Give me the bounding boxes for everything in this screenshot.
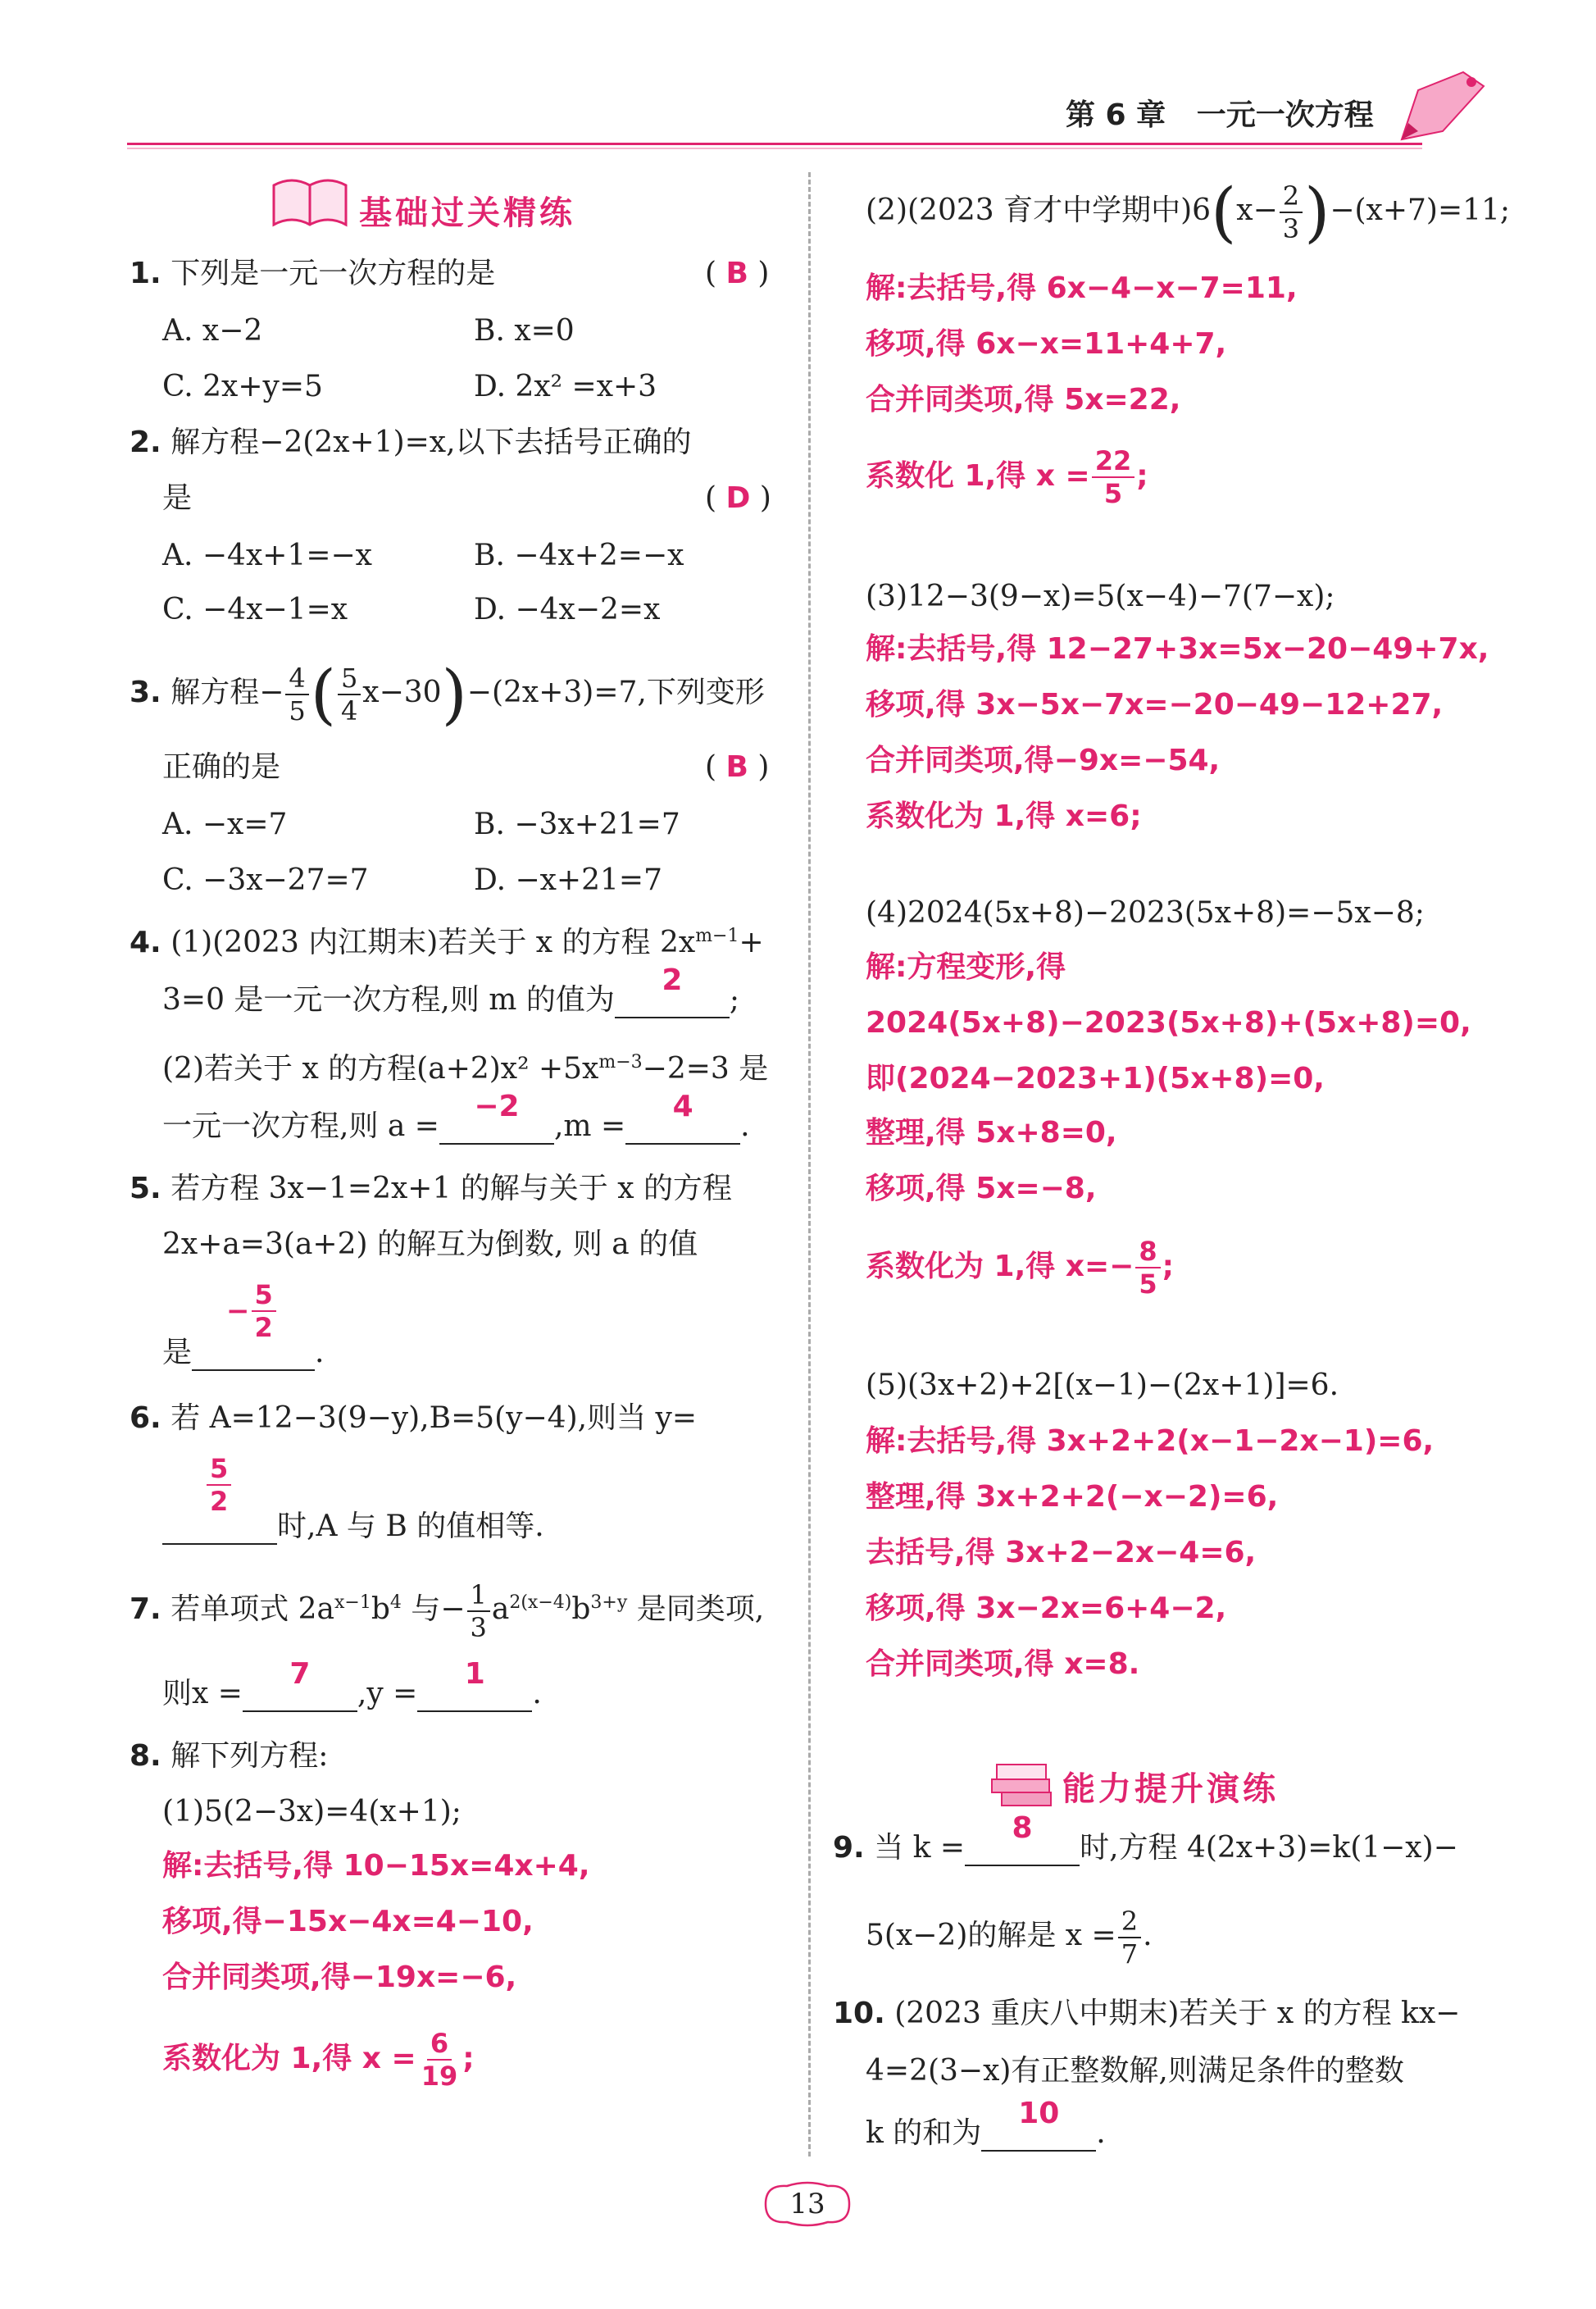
q8-part2-equation: (2)(2023 育才中学期中)6(x− $\frac{2}{3}$ )−(x+7)=11; [866,174,1511,250]
q8-part1-equation: (1)5(2−3x)=4(x+1); [162,1795,462,1829]
q8-part3-step4: 系数化为 1,得 x=6; [866,799,1142,833]
q8-part2-step3: 合并同类项,得 5x=22, [866,383,1181,417]
choice-1b: B. x=0 [474,314,575,348]
question-7: 7. 若单项式 $2a^{x-1}b^4$ 与− $\frac{1}{3}$ $a^{2(x-4)}b^{3+y}$ 是同类项, [130,1579,765,1643]
question-7-line2: 则x =7,y =1. [162,1657,542,1710]
choice-3c: C. −3x−27=7 [162,863,369,897]
q8-part5-step2: 整理,得 3x+2+2(−x−2)=6, [866,1480,1279,1514]
question-1: 1. 下列是一元一次方程的是 [130,257,496,290]
question-9: 9. 当 k =8时,方程 4(2x+3)=k(1−x)− [833,1811,1458,1865]
question-9-line2: 5(x−2)的解是 x = $\frac{2}{7}$ . [866,1906,1153,1970]
question-10-line2: 4=2(3−x)有正整数解,则满足条件的整数 [866,2054,1404,2088]
q8-part4-step3: 即(2024−2023+1)(5x+8)=0, [866,1062,1325,1095]
header-rule [127,143,1422,145]
header-rule-pale [127,148,1422,149]
q8-part5-step5: 合并同类项,得 x=8. [866,1647,1140,1681]
q8-part5-step1: 解:去括号,得 3x+2+2(x−1−2x−1)=6, [866,1424,1435,1458]
q8-part3-equation: (3)12−3(9−x)=5(x−4)−7(7−x); [866,580,1335,613]
page-number: 13 [789,2188,825,2220]
question-10: 10. (2023 重庆八中期末)若关于 x 的方程 kx− [833,1997,1461,2030]
question-4-line2: 3=0 是一元一次方程,则 m 的值为2; [162,963,740,1017]
question-6: 6. 若 A=12−3(9−y),B=5(y−4),则当 y= [130,1401,698,1435]
q8-part1-step1: 解:去括号,得 10−15x=4x+4, [162,1849,590,1883]
q8-part4-step5: 移项,得 5x=−8, [866,1172,1097,1205]
books-stack-icon [984,1747,1057,1812]
question-5-line3: 是 . [162,1336,325,1369]
choice-2d: D. −4x−2=x [474,593,661,626]
q8-part3-step2: 移项,得 3x−5x−7x=−20−49−12+27, [866,688,1444,722]
answer-bracket-1: ( B ) [705,257,770,290]
q8-part2-step4: 系数化 1,得 x = $\frac{22}{5}$ ; [866,445,1148,509]
q8-part2-step1: 解:去括号,得 6x−4−x−7=11, [866,271,1298,305]
open-book-icon [271,174,349,231]
q8-part1-step4: 系数化为 1,得 x = $\frac{6}{19}$ ; [162,2028,475,2092]
chapter-label: 第 6 章 一元一次方程 [1066,98,1374,132]
choice-1c: C. 2x+y=5 [162,370,323,403]
question-2: 2. 解方程−2(2x+1)=x,以下去括号正确的 [130,426,692,459]
chapter-title: 一元一次方程 [1196,98,1374,132]
section-title-basic: 基础过关精练 [359,194,575,232]
q8-part4-step1: 解:方程变形,得 [866,950,1066,984]
q8-part3-step1: 解:去括号,得 12−27+3x=5x−20−49+7x, [866,632,1489,666]
question-10-line3: k 的和为10. [866,2097,1106,2150]
q8-part4-step4: 整理,得 5x+8=0, [866,1116,1117,1150]
choice-3d: D. −x+21=7 [474,863,662,897]
choice-1d: D. 2x² =x+3 [474,370,657,403]
choice-3a: A. −x=7 [162,808,288,841]
question-4-line3: (2)若关于 x 的方程$(a+2)x^2 +5x^{m-3}-2=3$ 是 [162,1052,769,1086]
question-3-cont: 正确的是 [162,750,281,784]
q8-part1-step2: 移项,得−15x−4x=4−10, [162,1905,534,1938]
q8-part4-step6: 系数化为 1,得 x=− $\frac{8}{5}$ ; [866,1236,1175,1300]
q8-part1-step3: 合并同类项,得−19x=−6, [162,1961,517,1994]
answer-5-fraction: − $\frac{5}{2}$ [226,1279,278,1343]
q8-part5-equation: (5)(3x+2)+2[(x−1)−(2x+1)]=6. [866,1369,1339,1402]
answer-bracket-3: ( B ) [705,750,770,784]
question-5-line2: 2x+a=3(a+2) 的解互为倒数, 则 a 的值 [162,1227,698,1261]
question-6-line2: 时,A 与 B 的值相等. [162,1509,544,1545]
question-4-line4: 一元一次方程,则 a =−2,m =4. [162,1090,750,1143]
choice-1a: A. x−2 [162,314,263,348]
section-title-advanced: 能力提升演练 [1062,1770,1279,1808]
q8-part3-step3: 合并同类项,得−9x=−54, [866,744,1221,777]
answer-bracket-2: ( D ) [705,481,771,515]
choice-2b: B. −4x+2=−x [474,539,684,572]
column-divider [808,172,811,2156]
question-2-cont: 是 [162,481,193,515]
pencil-decoration-icon [1385,66,1492,148]
question-8: 8. 解下列方程: [130,1739,329,1773]
q8-part2-step2: 移项,得 6x−x=11+4+7, [866,327,1227,361]
choice-2a: A. −4x+1=−x [162,539,372,572]
choice-2c: C. −4x−1=x [162,593,348,626]
q8-part4-step2: 2024(5x+8)−2023(5x+8)+(5x+8)=0, [866,1006,1471,1040]
q8-part4-equation: (4)2024(5x+8)−2023(5x+8)=−5x−8; [866,896,1425,930]
q8-part5-step4: 移项,得 3x−2x=6+4−2, [866,1592,1227,1625]
q8-part5-step3: 去括号,得 3x+2−2x−4=6, [866,1536,1257,1569]
question-4: 4. (1)(2023 内江期末)若关于 x 的方程 $2x^{m-1}+$ [130,926,764,959]
question-3: 3. 解方程− $\frac{4}{5}$ ( $\frac{5}{4}$ x−30)−(2x+3)=7,下列变形 [130,656,765,732]
question-5: 5. 若方程 3x−1=2x+1 的解与关于 x 的方程 [130,1172,732,1205]
answer-6-fraction: $\frac{5}{2}$ [205,1453,233,1517]
choice-3b: B. −3x+21=7 [474,808,680,841]
